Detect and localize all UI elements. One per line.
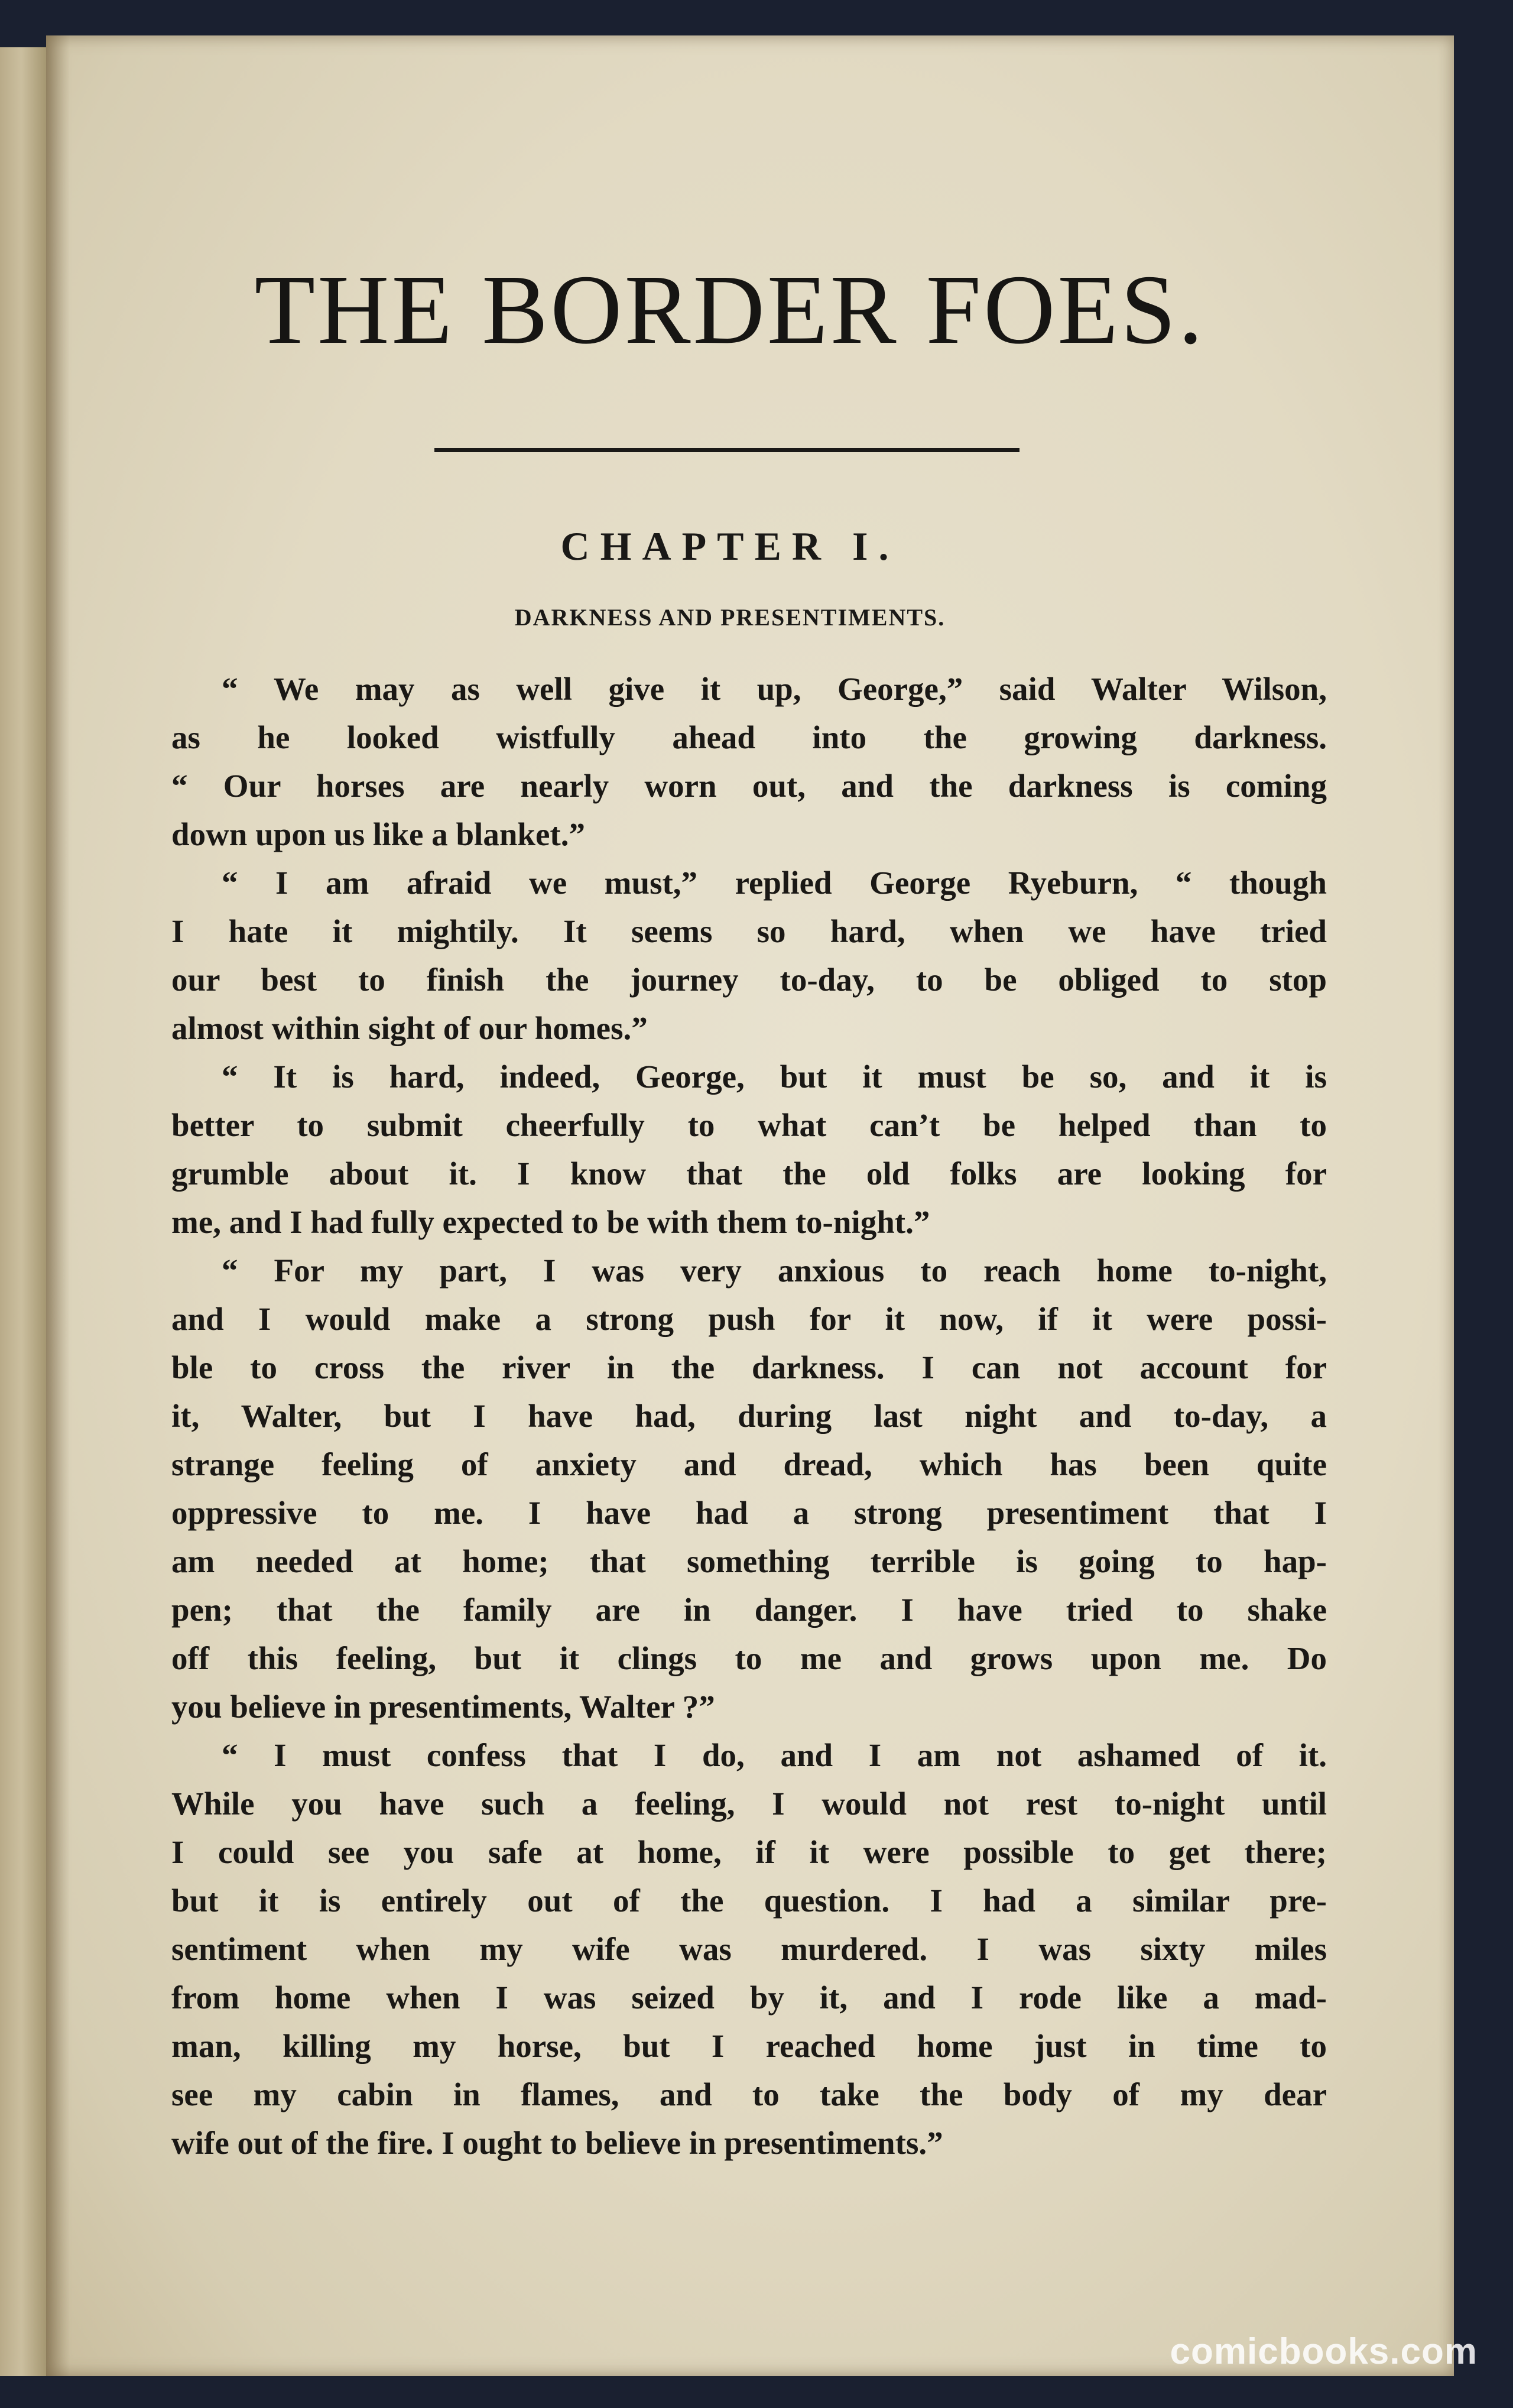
text-line: “ Our horses are nearly worn out, and the darkness is coming — [171, 768, 1327, 804]
text-line: off this feeling, but it clings to me and grows upon me. Do — [171, 1640, 1327, 1676]
text-line: I hate it mightily. It seems so hard, when we have tried — [171, 913, 1327, 949]
text-line: “ I must confess that I do, and I am not ashamed of it. — [222, 1737, 1327, 1773]
text-line: pen; that the family are in danger. I have tried to shake — [171, 1592, 1327, 1628]
text-line: me, and I had fully expected to be with them to-night.” — [171, 1204, 930, 1240]
page-edge — [0, 47, 47, 2376]
watermark: comicbooks.com — [1170, 2331, 1478, 2372]
text-line: sentiment when my wife was murdered. I was sixty miles — [171, 1931, 1327, 1967]
book-title: THE BORDER FOES. — [254, 255, 1206, 365]
text-line: While you have such a feeling, I would not rest to-night until — [171, 1786, 1327, 1822]
text-line: wife out of the fire. I ought to believe in presentiments.” — [171, 2125, 943, 2161]
body-text — [171, 665, 1327, 2167]
text-line: “ For my part, I was very anxious to reach home to-night, — [222, 1252, 1327, 1289]
text-line: as he looked wistfully ahead into the growing darkness. — [171, 719, 1327, 755]
gutter-shadow — [46, 35, 70, 2376]
text-line: am needed at home; that something terrible is going to hap- — [171, 1543, 1327, 1579]
text-line: “ We may as well give it up, George,” said Walter Wilson, — [222, 671, 1327, 707]
text-line: our best to finish the journey to-day, to be obliged to stop — [171, 962, 1327, 998]
text-line: from home when I was seized by it, and I rode like a mad- — [171, 1979, 1327, 2016]
text-line: oppressive to me. I have had a strong presentiment that I — [171, 1495, 1327, 1531]
text-line: see my cabin in flames, and to take the body of my dear — [171, 2076, 1327, 2112]
text-line: I could see you safe at home, if it were possible to get there; — [171, 1834, 1327, 1870]
text-line: almost within sight of our homes.” — [171, 1010, 648, 1046]
text-line: but it is entirely out of the question. I had a similar pre- — [171, 1883, 1327, 1919]
text-line: ble to cross the river in the darkness. I can not account for — [171, 1349, 1327, 1385]
text-line: better to submit cheerfully to what can’t be helped than to — [171, 1107, 1327, 1143]
chapter-heading: CHAPTER I. — [560, 524, 900, 569]
text-line: man, killing my horse, but I reached home just in time to — [171, 2028, 1327, 2064]
title-rule — [434, 448, 1020, 452]
text-line: “ I am afraid we must,” replied George Ryeburn, “ though — [222, 865, 1327, 901]
text-line: and I would make a strong push for it now, if it were possi- — [171, 1301, 1327, 1337]
text-line: down upon us like a blanket.” — [171, 816, 585, 852]
text-line: grumble about it. I know that the old folks are looking for — [171, 1156, 1327, 1192]
chapter-subtitle: DARKNESS AND PRESENTIMENTS. — [514, 604, 946, 631]
text-line: strange feeling of anxiety and dread, which has been quite — [171, 1446, 1327, 1482]
text-line: “ It is hard, indeed, George, but it must be so, and it is — [222, 1059, 1327, 1095]
text-line: it, Walter, but I have had, during last night and to-day, a — [171, 1398, 1327, 1434]
text-line: you believe in presentiments, Walter ?” — [171, 1689, 715, 1725]
